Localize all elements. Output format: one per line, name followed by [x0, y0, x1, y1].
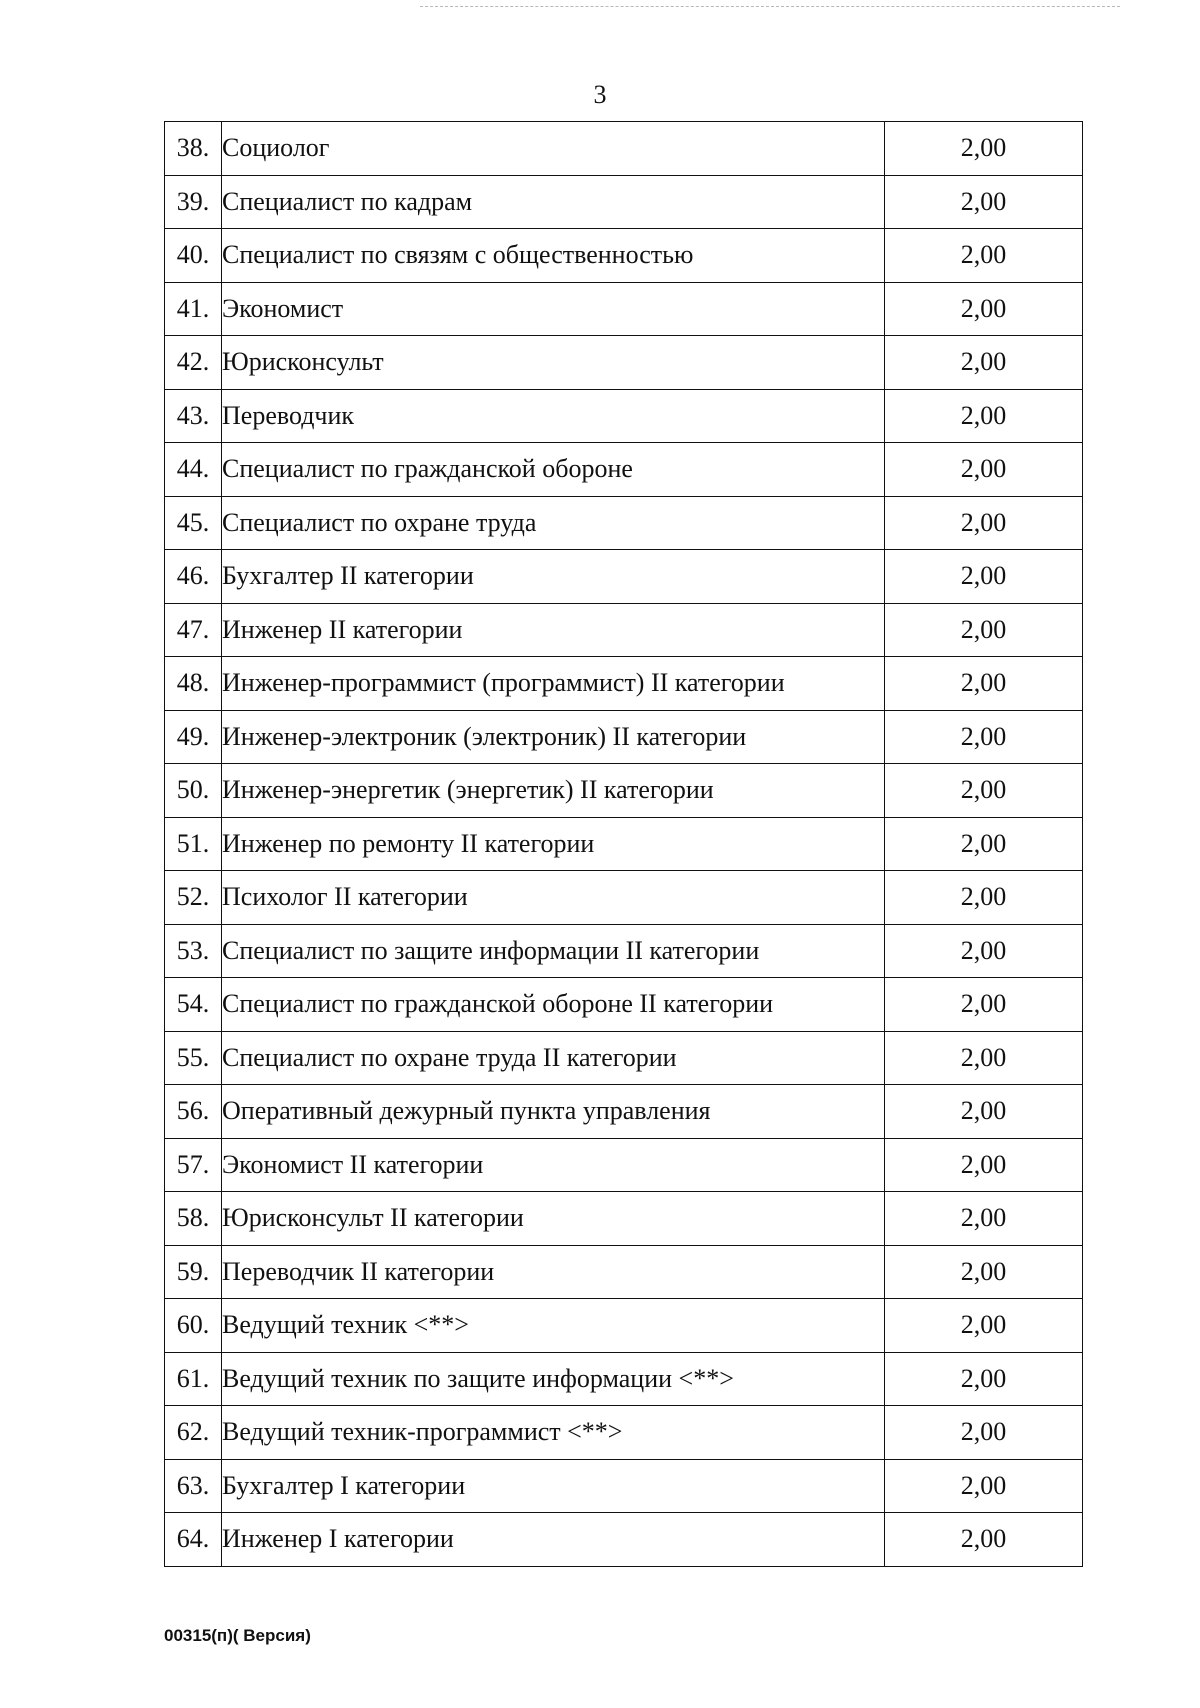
row-number: 54. [165, 978, 222, 1032]
row-number: 39. [165, 175, 222, 229]
table-row [165, 603, 1083, 657]
coefficient-value: 2,00 [885, 1031, 1083, 1085]
table-row [165, 710, 1083, 764]
row-number: 62. [165, 1406, 222, 1460]
coefficient-value: 2,00 [885, 389, 1083, 443]
row-number: 52. [165, 871, 222, 925]
table-row [165, 496, 1083, 550]
coefficient-value: 2,00 [885, 764, 1083, 818]
coefficient-value: 2,00 [885, 282, 1083, 336]
row-number: 48. [165, 657, 222, 711]
coefficient-value: 2,00 [885, 443, 1083, 497]
position-title: Психолог II категории [222, 871, 885, 925]
coefficient-value: 2,00 [885, 175, 1083, 229]
coefficient-value: 2,00 [885, 657, 1083, 711]
table-row [165, 336, 1083, 390]
table-row [165, 1031, 1083, 1085]
table-row [165, 871, 1083, 925]
coefficient-value: 2,00 [885, 336, 1083, 390]
coefficient-value: 2,00 [885, 924, 1083, 978]
row-number: 60. [165, 1299, 222, 1353]
position-title: Бухгалтер II категории [222, 550, 885, 604]
coefficient-value: 2,00 [885, 122, 1083, 176]
position-title: Юрисконсульт II категории [222, 1192, 885, 1246]
position-title: Экономист [222, 282, 885, 336]
table-row [165, 1406, 1083, 1460]
position-title: Инженер-программист (программист) II категории [222, 657, 885, 711]
position-title: Оперативный дежурный пункта управления [222, 1085, 885, 1139]
coefficient-value: 2,00 [885, 550, 1083, 604]
table-row [165, 817, 1083, 871]
position-title: Инженер по ремонту II категории [222, 817, 885, 871]
coefficient-value: 2,00 [885, 1459, 1083, 1513]
row-number: 64. [165, 1513, 222, 1567]
position-title: Специалист по охране труда II категории [222, 1031, 885, 1085]
row-number: 47. [165, 603, 222, 657]
coefficient-value: 2,00 [885, 1406, 1083, 1460]
table-row [165, 122, 1083, 176]
row-number: 50. [165, 764, 222, 818]
document-footer-code: 00315(п)( Версия) [164, 1626, 311, 1645]
table-row [165, 229, 1083, 283]
row-number: 55. [165, 1031, 222, 1085]
row-number: 41. [165, 282, 222, 336]
position-title: Бухгалтер I категории [222, 1459, 885, 1513]
position-title: Переводчик II категории [222, 1245, 885, 1299]
table-row [165, 1138, 1083, 1192]
position-title: Ведущий техник <**> [222, 1299, 885, 1353]
coefficient-value: 2,00 [885, 1138, 1083, 1192]
coefficient-value: 2,00 [885, 229, 1083, 283]
table-row [165, 1245, 1083, 1299]
table-row [165, 175, 1083, 229]
table-row [165, 550, 1083, 604]
table-row [165, 1085, 1083, 1139]
coefficient-value: 2,00 [885, 496, 1083, 550]
row-number: 51. [165, 817, 222, 871]
row-number: 53. [165, 924, 222, 978]
positions-table [164, 121, 1083, 1567]
table-row [165, 1513, 1083, 1567]
position-title: Специалист по гражданской обороне II категории [222, 978, 885, 1032]
row-number: 58. [165, 1192, 222, 1246]
coefficient-value: 2,00 [885, 1192, 1083, 1246]
row-number: 38. [165, 122, 222, 176]
table-row [165, 1352, 1083, 1406]
position-title: Специалист по гражданской обороне [222, 443, 885, 497]
coefficient-value: 2,00 [885, 978, 1083, 1032]
position-title: Ведущий техник по защите информации <**> [222, 1352, 885, 1406]
row-number: 42. [165, 336, 222, 390]
coefficient-value: 2,00 [885, 603, 1083, 657]
row-number: 49. [165, 710, 222, 764]
position-title: Инженер-электроник (электроник) II категории [222, 710, 885, 764]
row-number: 40. [165, 229, 222, 283]
position-title: Ведущий техник-программист <**> [222, 1406, 885, 1460]
coefficient-value: 2,00 [885, 1245, 1083, 1299]
scan-edge-mark [420, 6, 1120, 7]
coefficient-value: 2,00 [885, 1352, 1083, 1406]
coefficient-value: 2,00 [885, 1513, 1083, 1567]
coefficient-value: 2,00 [885, 817, 1083, 871]
coefficient-value: 2,00 [885, 710, 1083, 764]
row-number: 59. [165, 1245, 222, 1299]
page-number: 3 [593, 80, 607, 109]
table-row [165, 389, 1083, 443]
table-row [165, 978, 1083, 1032]
position-title: Специалист по связям с общественностью [222, 229, 885, 283]
position-title: Специалист по защите информации II категории [222, 924, 885, 978]
position-title: Переводчик [222, 389, 885, 443]
row-number: 57. [165, 1138, 222, 1192]
table-row [165, 1459, 1083, 1513]
position-title: Инженер II категории [222, 603, 885, 657]
table-row [165, 764, 1083, 818]
row-number: 43. [165, 389, 222, 443]
coefficient-value: 2,00 [885, 1299, 1083, 1353]
position-title: Социолог [222, 122, 885, 176]
position-title: Юрисконсульт [222, 336, 885, 390]
position-title: Инженер I категории [222, 1513, 885, 1567]
row-number: 45. [165, 496, 222, 550]
table-row [165, 657, 1083, 711]
coefficient-value: 2,00 [885, 871, 1083, 925]
table-row [165, 1299, 1083, 1353]
position-title: Инженер-энергетик (энергетик) II категории [222, 764, 885, 818]
row-number: 61. [165, 1352, 222, 1406]
table-row [165, 443, 1083, 497]
coefficient-value: 2,00 [885, 1085, 1083, 1139]
row-number: 63. [165, 1459, 222, 1513]
table-row [165, 924, 1083, 978]
row-number: 46. [165, 550, 222, 604]
table-row [165, 282, 1083, 336]
position-title: Специалист по охране труда [222, 496, 885, 550]
row-number: 56. [165, 1085, 222, 1139]
position-title: Специалист по кадрам [222, 175, 885, 229]
table-row [165, 1192, 1083, 1246]
position-title: Экономист II категории [222, 1138, 885, 1192]
row-number: 44. [165, 443, 222, 497]
